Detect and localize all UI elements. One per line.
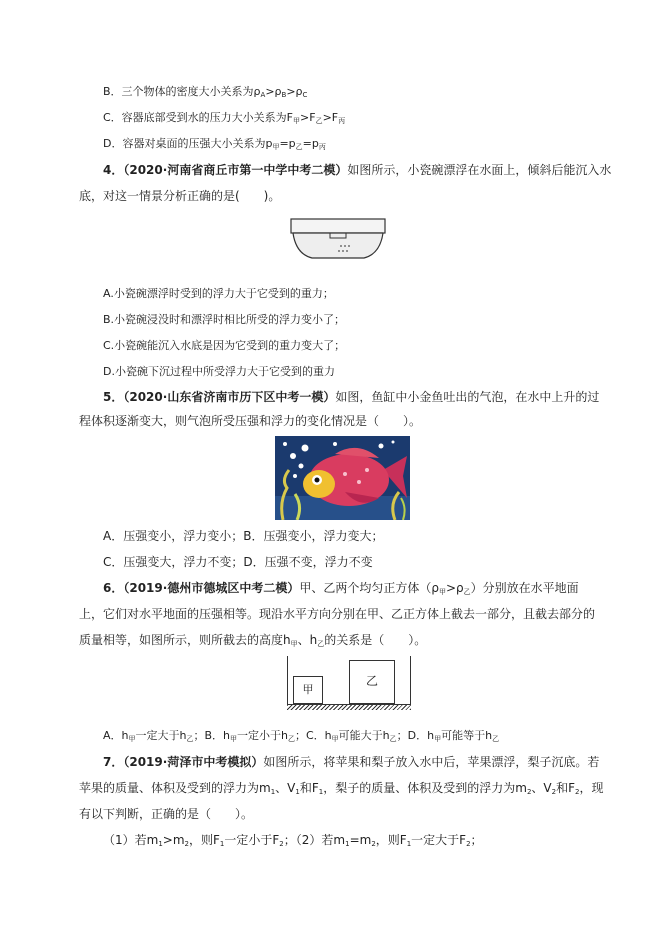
q4-option-d: D.小瓷碗下沉过程中所受浮力大于它受到的重力 [103, 365, 335, 378]
q4-option-c: C.小瓷碗能沉入水底是因为它受到的重力变大了； [103, 339, 346, 352]
bowl-body [293, 233, 383, 258]
q6-options: A．$h_甲$一定大于$h_乙$；B．$h_甲$一定小于$h_乙$；C．$h_甲$可能大于$h_乙$；D．$h_甲$可能等于$h_乙$ [103, 729, 500, 743]
q7-judgement-line: （1）若$m_1>m_2$，则$F_1$一定小于$F_2$；（2）若$m_1=m_2$，则$F_1$一定大于$F_2$； [103, 833, 483, 848]
q6-stem-line3: 质量相等，如图所示，则所截去的高度$h_甲$、$h_乙$的关系是（ ）。 [79, 633, 427, 648]
option-d-pressure: D．容器对桌面的压强大小关系为$p_甲=p_乙=p_丙$ [103, 137, 326, 151]
bowl-figure [290, 218, 386, 266]
q7-stem-line2: 苹果的质量、体积及受到的浮力为$m_1$、$V_1$和$F_1$，梨子的质量、体积及受到的浮力为$m_2$、$V_2$和$F_2$，现 [79, 781, 604, 796]
q5-stem-line1: 5．（2020·山东省济南市历下区中考一模）如图，鱼缸中小金鱼吐出的气泡，在水中上升的过 [103, 390, 600, 404]
option-c-force: C．容器底部受到水的压力大小关系为$F_甲>F_乙>F_丙$ [103, 111, 346, 125]
q5-options-line2: C．压强变大，浮力不变；D．压强不变，浮力不变 [103, 555, 373, 569]
water-container [291, 219, 385, 233]
q5-stem-line2: 程体积逐渐变大，则气泡所受压强和浮力的变化情况是（ ）。 [79, 414, 422, 428]
q7-stem-line3: 有以下判断，正确的是（ ）。 [79, 807, 254, 821]
q4-stem-line1: 4．（2020·河南省商丘市第一中学中考二模）如图所示，小瓷碗漂浮在水面上，倾斜后能沉入水 [103, 163, 612, 177]
q7-stem-line1: 7．（2019·菏泽市中考模拟）如图所示，将苹果和梨子放入水中后，苹果漂浮，梨子沉底。若 [103, 755, 600, 769]
q6-stem-line1: 6．（2019·德州市德城区中考二模）甲、乙两个均匀正方体$(\rho_甲>\rho_乙)$分别放在水平地面 [103, 581, 579, 596]
cubes-figure [287, 656, 411, 710]
q4-stem-line2: 底，对这一情景分析正确的是( )。 [79, 189, 281, 203]
fish-tank-figure [275, 436, 410, 520]
q4-option-b: B.小瓷碗浸没时和漂浮时相比所受的浮力变小了； [103, 313, 346, 326]
cube-yi: 乙 [349, 660, 395, 704]
q6-stem-line2: 上，它们对水平地面的压强相等。现沿水平方向分别在甲、乙正方体上截去一部分，且截去部分的 [79, 607, 596, 621]
ground [287, 704, 411, 710]
option-b-density: B．三个物体的密度大小关系为$\rho_A>\rho_B>\rho_C$ [103, 85, 308, 99]
q5-options-line1: A．压强变小，浮力变小；B．压强变小，浮力变大； [103, 529, 384, 543]
q4-option-a: A.小瓷碗漂浮时受到的浮力大于它受到的重力； [103, 287, 334, 300]
cube-jia: 甲 [293, 676, 323, 704]
